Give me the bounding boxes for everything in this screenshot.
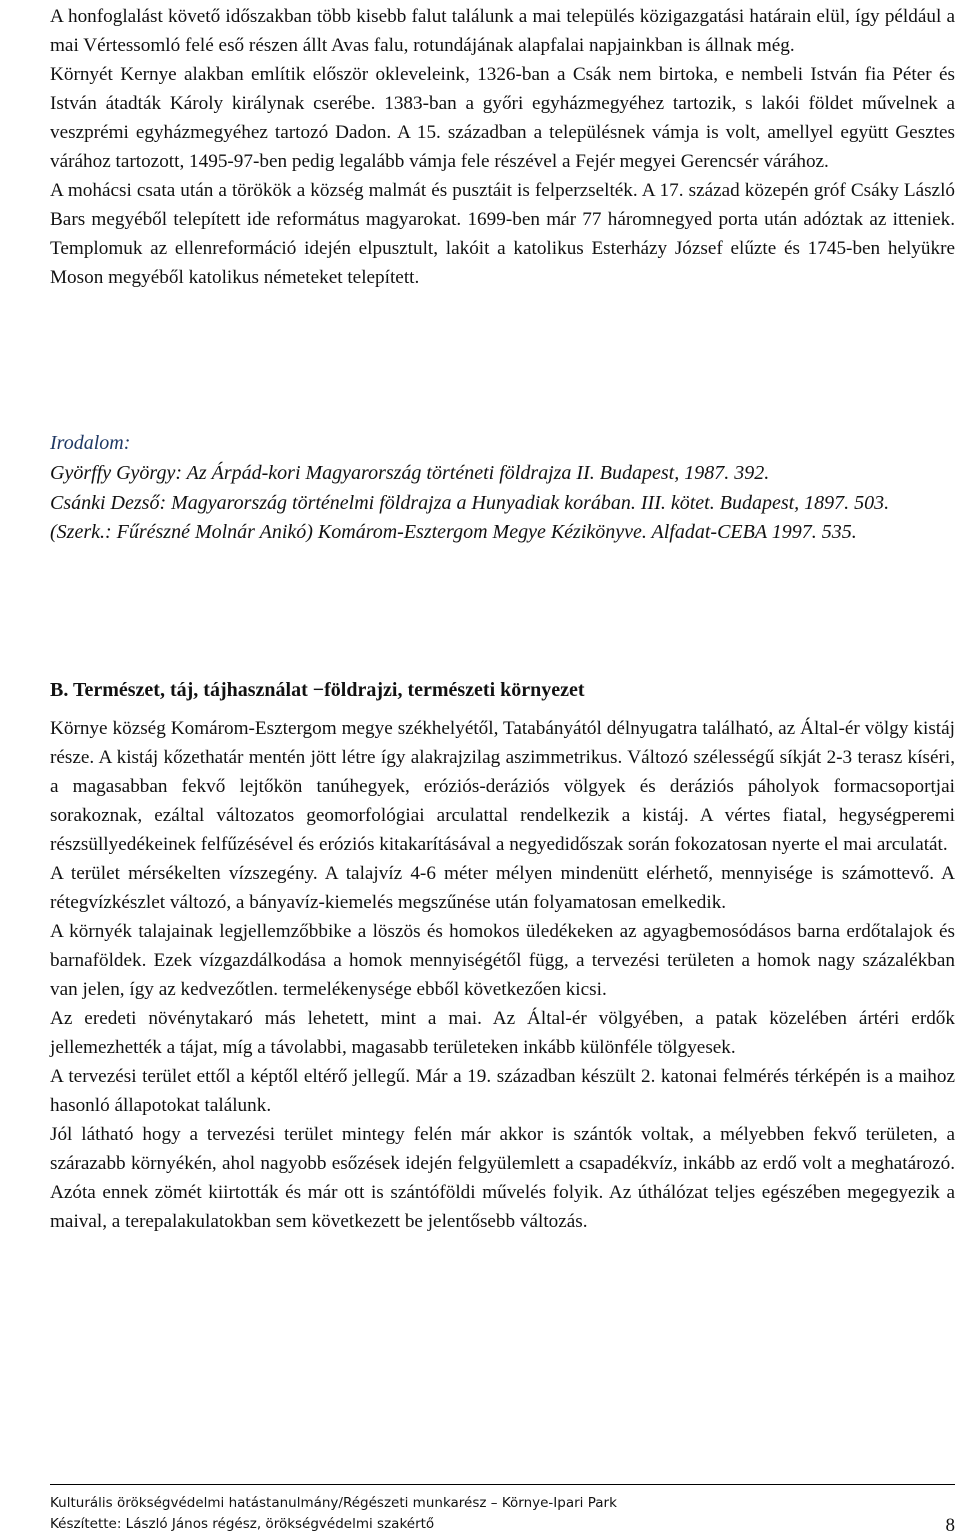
nature-paragraph-6: Jól látható hogy a tervezési terület mintegy felén már akkor is szántók voltak, a mélyebben fekvő területen, a szárazabb környékén, ahol nagyobb esőzések idején felgyülemlett a csapadékvíz, inkább az erdő volt a meghatározó. Azóta ennek zömét kiirtották és már ott is szántóföldi művelés folyik. Az úthálózat teljes egészében megegyezik a maival, a terepalakulatokban sem következett be jelentősebb változás. [50, 1124, 955, 1232]
nature-paragraph-5: A tervezési terület ettől a képtől eltérő jellegű. Már a 19. században készült 2. katonai felmérés térképén is a maihoz hasonló állapotokat találunk. [50, 1066, 955, 1116]
literature-heading: Irodalom: [50, 432, 131, 454]
nature-paragraph-3: A környék talajainak legjellemzőbbike a löszös és homokos üledékeken az agyagbemosódásos barna erdőtalajok és barnaföldek. Ezek vízgazdálkodása a homok mennyiségétől függ, a tervezési területen a homok nagy százalékban van jelen, így az kedvezőtlen. termelékenysége ebből következően kicsi. [50, 921, 955, 1000]
page-number: 8 [945, 1515, 955, 1536]
footer-divider [50, 1484, 955, 1485]
literature-list [50, 459, 955, 548]
section-b-heading: B. Természet, táj, tájhasználat −földrajzi, természeti környezet [50, 679, 585, 701]
history-paragraph-1: A honfoglalást követő időszakban több kisebb falut találunk a mai település közigazgatási határain elül, így például a mai Vértessomló felé eső részen állt Avas falu, rotundájának alapfalai napjainkban is állnak még. [50, 6, 955, 56]
history-section [50, 2, 955, 292]
nature-paragraph-1: Környe község Komárom-Esztergom megye székhelyétől, Tatabányától délnyugatra található, az Által-ér völgy kistáj része. A kistáj kőzethatár mentén jött létre így alakrajzilag aszimmetrikus. Változó szélességű síkját 2-3 terasz kíséri, a magasabban fekvő lejtőkön tanúhegyek, eróziós-deráziós völgyek és deráziós páholyok formacsoportjai sorakoznak, ezáltal változatos geomorfológiai arculattal rendelkezik a kistáj. A vértes fiatal, hegységperemi részsüllyedékeinek felfűzésével és eróziós kitakarításával a negyedidőszak során fokozatosan nyerte el mai arculatát. [50, 718, 955, 855]
literature-item-2: Csánki Dezső: Magyarország történelmi földrajza a Hunyadiak korában. III. kötet. Budapest, 1897. 503. [50, 491, 890, 514]
page-footer [50, 1493, 955, 1535]
footer-document-title: Kulturális örökségvédelmi hatástanulmány/Régészeti munkarész – Környe-Ipari Park [50, 1495, 617, 1511]
literature-item-1: Györffy György: Az Árpád-kori Magyarország történeti földrajza II. Budapest, 1987. 392. [50, 462, 770, 484]
section-b-body [50, 714, 955, 1236]
history-paragraph-2: Környét Kernye alakban említik először okleveleink, 1326-ban a Csák nem birtoka, e nembeli István fia Péter és István átadták Károly királynak cserébe. 1383-ban a győri egyházmegyéhez tartozik, s lakói földet művelnek a veszprémi egyházmegyéhez tartozó Dadon. A 15. században a településnek vámja is volt, amellyel együtt Gesztes várához tartozott, 1495-97-ben pedig legalább vámja fele részével a Fejér megyei Gerencsér várához. [50, 64, 955, 172]
literature-item-3: (Szerk.: Fűrészné Molnár Anikó) Komárom-Esztergom Megye Kézikönyve. Alfadat-CEBA 1997. 535. [50, 521, 857, 543]
footer-author: Készítette: László János régész, örökségvédelmi szakértő [50, 1516, 435, 1532]
nature-paragraph-4: Az eredeti növénytakaró más lehetett, mint a mai. Az Által-ér völgyében, a patak közelében ártéri erdők jellemezhették a tájat, míg a távolabbi, magasabb területeken inkább különféle tölgyesek. [50, 1008, 955, 1058]
nature-paragraph-2: A terület mérsékelten vízszegény. A talajvíz 4-6 méter mélyen mindenütt elérhető, mennyisége is számottevő. A rétegvízkészlet változó, a bányavíz-kiemelés megszűnése után folyamatosan emelkedik. [50, 863, 955, 913]
history-paragraph-3: A mohácsi csata után a törökök a község malmát és pusztáit is felperzselték. A 17. század közepén gróf Csáky László Bars megyéből telepített ide református magyarokat. 1699-ben már 77 háromnegyed porta után adóztak az itteniek. Templomuk az ellenreformáció idején elpusztult, lakóit a katolikus Esterházy József elűzte és 1745-ben helyükre Moson megyéből katolikus németeket telepített. [50, 180, 955, 288]
